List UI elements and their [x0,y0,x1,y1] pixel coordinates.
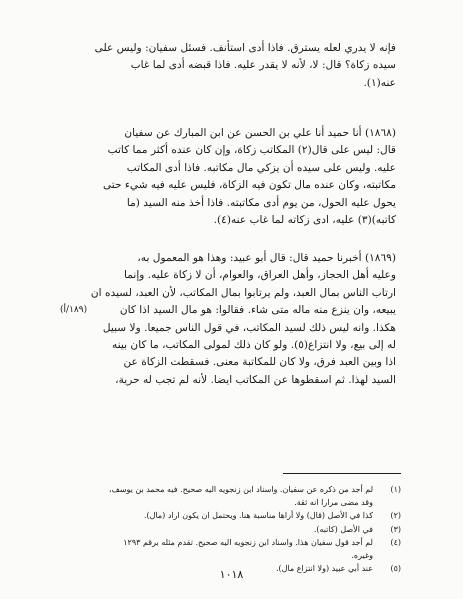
footnote-number [373,496,401,509]
footnote-text: وقد مضى مرارا انه ثقة. [294,498,373,508]
text-line: هكذا. وانه ليس ذلك لسيد المكاتب، في قول الناس جميعا. ولا سبيل [102,321,396,334]
footnote-number [373,549,401,562]
text-line: يبيعه، وان ينزع منه ماله متى شاء. فقالوا: هو مال السيد اذا كان [119,304,396,317]
footnote-number: (٥) [390,564,401,574]
text-line: عليه. وليس على سيده أن يزكي مال مكاتبه. فاذا أدى المكاتب [126,161,396,174]
footnote-text: لم أجد قول سفيان هذا. واسناد ابن زنجويه اليه صحيح. تقدم مثله برقم ١٢٩٣ [123,537,373,547]
footnote-item [60,536,401,549]
footnote-number: (١) [390,485,401,494]
footnote-item [60,483,401,496]
text-line: كاتبه)(٣) عليه، ادى زكاته لما غاب عنه(٤). [213,214,396,227]
footnote-number: (٣) [390,524,401,534]
text-line: (١٨٦٨) أنا حميد أنا علي بن الحسن عن ابن المبارك عن سفيان [124,127,396,139]
text-line: له إلى بيع، ولا انتزاع(٥). ولو كان ذلك لمولى المكاتب، ما كان بينه [112,339,396,352]
footnote-item [60,496,401,509]
text-line: عنه(١). [363,76,396,89]
footnote-number: (٢) [390,511,401,521]
footnote-text: لم أجد من ذكره عن سفيان. واسناد ابن زنجويه اليه صحيح. فيه محمد بن يوسف، [108,485,373,494]
text-line: سيده زكاة؟ قال: لا، لأنه لا يقدر عليه. فاذا قبضه أدى لما غاب [130,59,396,72]
footnote-text: كذا في الأصل (قال) ولا أراها مناسبة هنا. ويحتمل ان يكون اراد (مال). [143,511,373,521]
paragraph-1 [66,40,396,92]
text-line: اذا وبين العبد فرق، ولا كان للمكاتبة معنى. فسقطت الزكاة عن [123,356,396,369]
paragraph-1869 [66,250,396,389]
footnote-text: في الأصل (كاتبه). [313,524,373,534]
text-line: يحول عليه الحول، من يوم أدى مكاتبته. فاذا أخذ منه السيد (ما [126,196,396,209]
footnote-number: (٤) [390,537,401,547]
text-line: ارتاب الناس بمال العبد، ولم يرتابوا بمال المكاتب، لأن العبد، لسيده ان [90,286,396,299]
footnote-divider [283,473,401,474]
text-line: مكاتبته، وكان عنده مال تكون فيه الزكاة، فليس عليه فيه شيء حتى [102,179,396,192]
footnote-text: عند أبي عبيد (ولا انتزاع مال). [275,564,373,574]
footnote-item [60,549,401,562]
footnote-item [60,523,401,536]
text-line: فإنه لا يدري لعله يسترق. فاذا أدى استأنف. فسئل سفيان: وليس على [94,42,396,54]
footnote-item [60,509,401,522]
text-line: السيد لهذا. ثم اسقطوها عن المكاتب ايضا. لأنه لم تجب له حرية، [115,373,396,386]
footnote-text: وغيره. [351,551,373,561]
text-line: قال: ليس على قال(٢) المكاتب زكاة، وإن كان عنده أكثر مما كاتب [107,144,396,157]
footnotes [60,483,401,575]
paragraph-1868 [66,125,396,229]
text-line: (١٨٦٩) أخبرنا حميد قال: قال أبو عبيد: وهذا هو المعمول به، [137,252,396,264]
marginal-folio-note: (١٨٩/أ) [60,305,88,315]
text-line: وعليه أهل الحجاز، وأهل العراق، والعوام، أن لا زكاة عليه. وإنما [124,269,396,282]
page-number: ١٠١٨ [219,568,244,581]
